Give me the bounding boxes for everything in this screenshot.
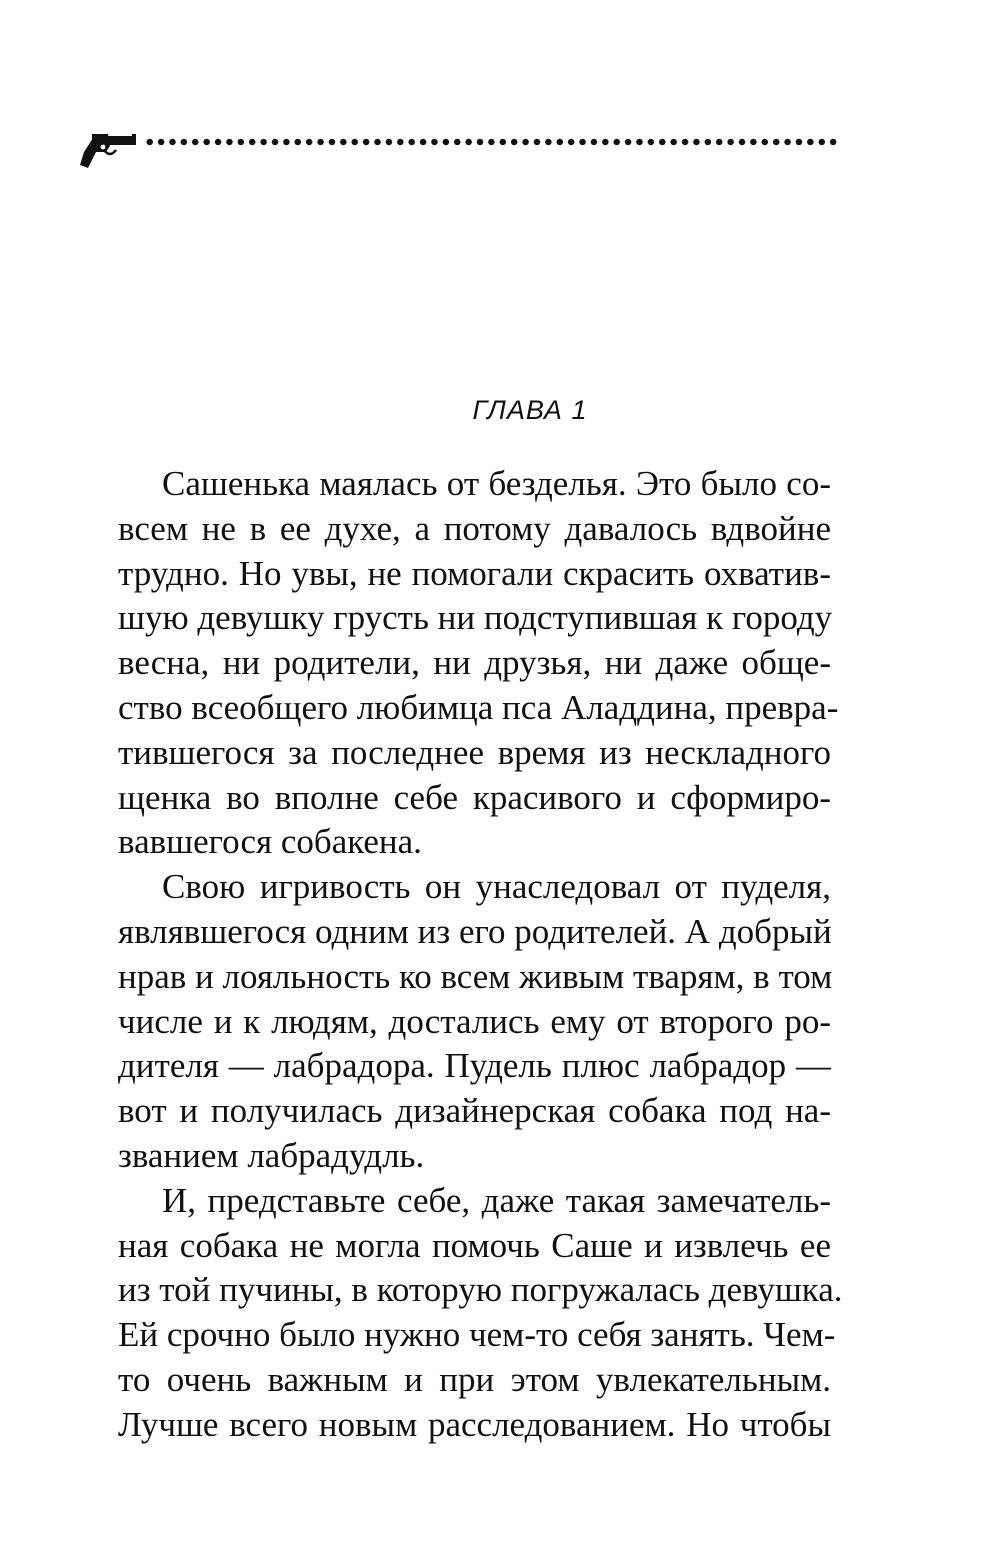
chapter-title: ГЛАВА 1 [472,395,588,425]
text-line: вот и получилась дизайнерская собака под на- [118,1091,831,1131]
text-line: И, представьте себе, даже такая замечатель- [162,1180,831,1220]
text-line: дителя — лабрадора. Пудель плюс лабрадор — [118,1046,831,1086]
text-line: весна, ни родители, ни друзья, ни даже обще- [118,643,831,683]
text-line: ная собака не могла помочь Саше и извлечь ее [118,1225,831,1265]
text-line: являвшегося одним из его родителей. А добрый [118,911,832,951]
chapter-body [118,462,843,1448]
paragraph [118,462,839,865]
paragraph [118,1179,843,1448]
text-line: числе и к людям, достались ему от второго ро- [118,1001,831,1041]
text-line: Лучше всего новым расследованием. Но чтобы [118,1404,831,1444]
header-ornament [78,128,838,172]
dotted-rule [144,137,838,147]
text-line: вавшегося собакена. [118,822,422,862]
text-line: тившегося за последнее время из нескладного [118,732,831,772]
text-line: нрав и лояльность ко всем живым тварям, в том [118,956,833,996]
text-line: званием лабрадудль. [118,1135,425,1175]
text-line: всем не в ее духе, а потому давалось вдвойне [118,508,831,548]
revolver-icon [78,128,138,172]
text-line: Свою игривость он унаследовал от пуделя, [162,867,831,907]
text-line: из той пучины, в которую погружалась девушка. [118,1270,843,1310]
text-line: Сашенька маялась от безделья. Это было со- [162,464,831,503]
text-line: щенка во вполне себе красивого и сформиро- [118,777,831,817]
text-line: ство всеобщего любимца пса Аладдина, превра- [118,687,839,727]
paragraph [118,865,831,1179]
text-line: Ей срочно было нужно чем-то себя занять. Чем- [118,1315,836,1355]
text-line: то очень важным и при этом увлекательным. [118,1359,831,1399]
text-line: шую девушку грусть ни подступившая к городу [118,598,833,638]
text-line: трудно. Но увы, не помогали скрасить охватив- [118,553,831,593]
